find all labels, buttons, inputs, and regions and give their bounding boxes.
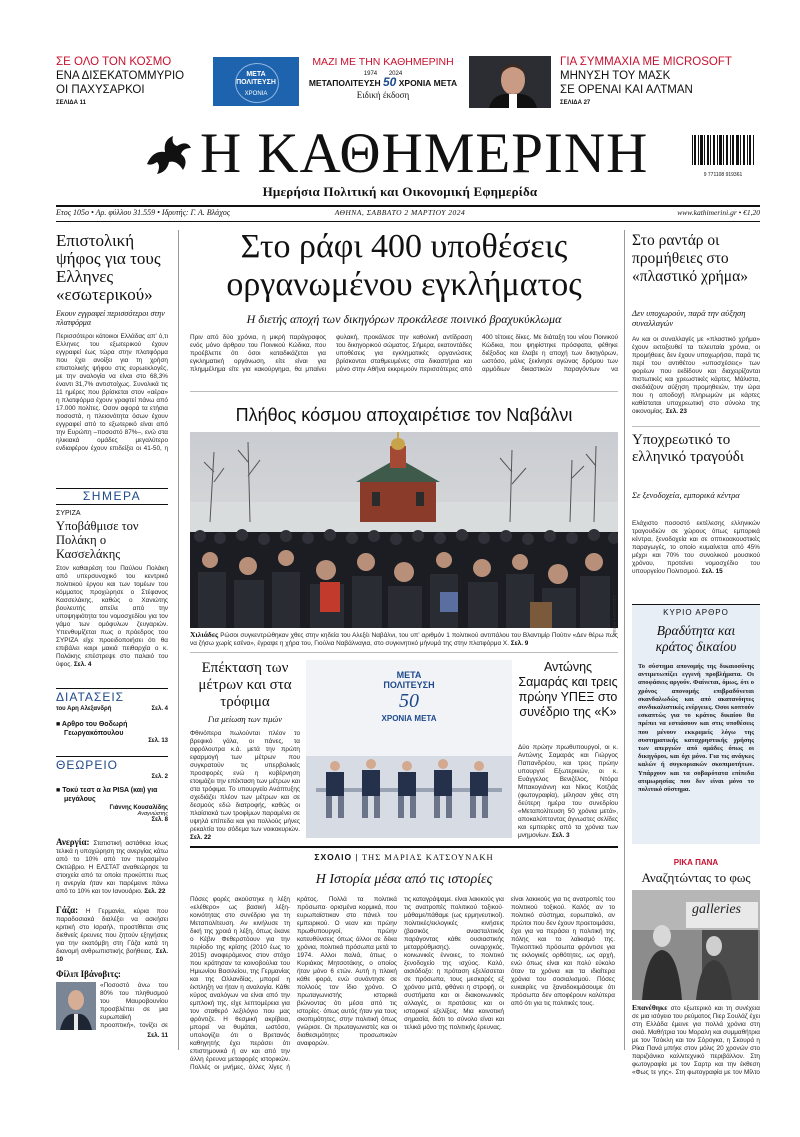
song-body [632,520,760,596]
column-kicker-row: ΣΧΟΛΙΟ | ΤΗΣ ΜΑΡΙΑΣ ΚΑΤΣΟΥΝΑΚΗ [314,852,494,862]
measures-page: Σελ. 22 [190,834,212,840]
teaser-right-line1: ΜΗΝΥΣΗ ΤΟΥ ΜΑΣΚ [560,70,671,82]
column-author: ΤΗΣ ΜΑΡΙΑΣ ΚΑΤΣΟΥΝΑΚΗ [361,852,494,862]
song-page: Σελ. 15 [701,568,723,575]
measures-body [190,730,300,840]
vote-body-text: Περισσότεροι κάτοικοι Ελλάδας απ’ ό,τι Ελληνες του εξωτερικού έχουν εγγραφεί έως τώρα στην πλατφόρμα που έχει ανοίξει για τη χρήση επιστολικής ψήφου στις ευρωεκλογές, με την αναλογία να είναι στο 68,3% έναντι 31,7% αντιστοίχως. Συνολικά τις 11 ημέρες που βρίσκεται στον «αέρα» η πλατφόρμα έχουν γραφτεί πάνω από 17.000 πολίτες. Οσον αφορά τα ετήσια ποσοστά, η πλειονότητα όσων έχουν εγγραφεί από το εξωτερικό είναι από την Ευρώπη –ποσοστό 87%–, ενώ στα ηλικιακά ομάδες μεγαλύτερο ενδιαφέρον έχουν επιδείξει οι 41-50, η [56,333,168,452]
syriza-body-text: Στον καθαιρέση του Παύλου Πολάκη από υπερσυνοχικό του κεντρικό πολιτικού έργου και των τομέων του κόμματος προχώρησε ο Στέφανος Κασσελάκης, καθώς ο Χανιώτης βουλευτής απείλε από την υποψηφιότητα του νομοσχεδίου για τον γάμο των ομόφυλων ζευγαριών. Υπενθυμίζεται πως ο πρόεδρος του ΣΥΡΙΖΑ είχε προειδοποιήσει ότι θα επιβάλει καιρι μακιά πειθαρχία ο κ. Πολάκης επέστρεψε στο παλαιό του ύφος. [56,565,168,668]
column-rule [190,846,618,848]
cards-headline[interactable]: Στο ραντάρ οι προμήθειες στο «πλαστικό χρήμα» [632,232,748,285]
vote-body [56,333,168,453]
diataxeis-page: Σελ. 4 [151,706,168,712]
samaras-headline[interactable]: Αντώνης Σαμαράς και τρεις πρώην ΥΠΕΞ στο συνέδριο της «Κ» [518,660,618,719]
lead-dek: Η διετής αποχή των δικηγόρων προκάλεσε ποινικό βραχυκύκλωμα [246,312,562,326]
cards-page: Σελ. 23 [665,408,687,415]
pisa-line: ■ Τοκύ τεστ α λα PISA (και) για μεγάλους [56,787,158,803]
teaser-right-kicker: ΓΙΑ ΣΥΜΜΑΧΙΑ ΜΕ MICROSOFT [560,56,732,68]
brief-gaza-head: Γάζα: [56,906,79,915]
teaser-left[interactable] [56,56,206,106]
song-headline[interactable]: Υποχρεωτικό το ελληνικό τραγούδι [632,432,744,465]
cards-body [632,336,760,422]
today-rule2 [56,504,168,505]
vote-headline[interactable]: Επιστολική ψήφος για τους Ελληνες «εσωτερικού» [56,231,161,304]
cover-line2: ΠΟΛΙΤΕΥΣΗ [236,79,276,86]
diataxeis-rule [56,688,168,689]
navalny-funeral-photo[interactable] [190,432,618,628]
brief-gaza[interactable] [56,906,168,966]
ivanovic-photo [56,982,96,1030]
teaser-center-kicker: ΜΑΖΙ ΜΕ ΤΗΝ ΚΑΘΗΜΕΡΙΝΗ [312,56,454,68]
song-dek: Σε ξενοδοχεία, εμπορικά κέντρα [632,490,740,500]
photo-caption-page: Σελ. 9 [510,640,529,647]
article1-line: ■ Αρθρο του Θοδωρή Γεωργακόπουλου [56,721,128,737]
teaser-right[interactable] [560,56,760,106]
today-label: ΣΗΜΕΡΑ [82,489,142,503]
syriza-headline: Υποβάθμισε τον Πολάκη ο Κασσελάκης [56,519,139,561]
brief-ivanovic-page: Σελ. 11 [147,1032,168,1039]
syriza-block[interactable] [56,510,168,669]
banner-line3: ΧΡΟΝΙΑ ΜΕΤΑ [381,714,437,723]
masthead-rule-top [56,205,760,207]
teaser-center-note: Ειδική έκδοση [356,90,410,100]
syriza-body [56,565,168,669]
rika-kicker: ΡΙΚΑ ΠΑΝΑ [673,858,719,867]
brief-ivanovic-head-wrap[interactable] [56,970,168,980]
photo-caption-head: Χιλιάδες [190,631,219,639]
pisa-page: Σελ. 8 [151,817,168,823]
editorial-kicker: ΚΥΡΙΟ ΑΡΘΡΟ [663,608,729,617]
cover-line1: ΜΕΤΑ [246,71,266,78]
pisa-text: Τοκύ τεστ α λα PISA (και) για μεγάλους [62,787,158,803]
masthead-meta-right: www.kathimerini.gr • €1,20 [677,208,760,217]
teaser-center-title [304,77,462,89]
teaser-right-line2: ΣΕ OPENAI ΚΑΙ ΑΛΤΜΑΝ [560,84,693,96]
rika-caption [632,1004,760,1076]
photo-headline[interactable]: Πλήθος κόσμου αποχαιρέτισε τον Ναβάλνι [235,405,573,425]
conference-photo[interactable] [306,660,512,838]
teaser-left-line2: ΟΙ ΠΑΧΥΣΑΡΚΟΙ [56,84,145,96]
column-headline[interactable]: Η Ιστορία μέσα από τις ιστορίες [315,872,493,887]
gallery-sign: galleries [692,902,741,917]
cover-line3: ΧΡΟΝΙΑ [244,91,268,97]
barcode-number: 9 771108 919361 [703,172,743,178]
theoreio-rule [56,756,168,757]
teaser-center-title2: ΧΡΟΝΙΑ ΜΕΤΑ [398,78,458,88]
brief-unemployment-head: Ανεργία: [56,838,90,847]
brief-ivanovic-body: «Ποσοστό άνω του 80% του πληθυσμού του Μαυροβουνίου προσβλέπει σε μια ευρωπαϊκή προοπτική», τονίζει σε [100,982,168,1029]
right-divider [624,230,625,1050]
left-column [56,232,168,453]
cards-dek: Δεν υποχωρούν, παρά την αύξηση συναλλαγών [632,308,746,328]
brief-unemployment-page: Σελ. 22 [144,888,166,895]
brief-unemployment-body: Στατιστική αστάθεια ίσως τελικά η υποχώρηση της ανεργίας κάτω από το 10% από τον περασμένο Οκτώβριο. Η ΕΛΣΤΑΤ αναθεώρησε τα στοιχεία από τα οποία προκύπτει πως η ανεργία ήταν και παρέμεινε πάνω από το 10% και τον Ιανουάριο. [56,840,168,895]
banner-num: 50 [399,690,419,712]
rika-caption-text: στο εξωτερικό και τη συνέχεια σε μια ισόγειο του ρεύματος Πιερ Σουλάζ έχει στη Ελλάδα έμεινε για πολλά χρόνια στη σκιά. Μαθήτρια του Μοραλη και συμμαθήτρια με τον Τσόκλη και τον Σόρογκα, η Σκουρά η Ρίκα Πανά μπήκε στον μόλις 20 χρονών στο παριζιάνικο καλλιτεχνικό περιβάλλον. Στη φωτογραφία με τον Σαρτρ και την έκθεση «Φως τε γης». Στη φωτογραφία με τον Μίλτο [632,1005,760,1076]
rika-photo[interactable] [632,890,760,1000]
banner-line1: ΜΕΤΑ [396,670,422,680]
samaras-page: Σελ. 3 [552,832,570,839]
measures-body-text: Φθινόπερα πωλούνται πλέον το βρεφικό γάλα, οι πάνες, τα αφρόλουτρα κ.ά. μετά την πρώτη εφαρμογή των μέτρων που συγκρατούν τις υπερβολικές προσφορές ενώ η κυβέρνηση ετοιμάζει την επέκταση των μέτρων και στα τρόφιμα. Το υπουργείο Ανάπτυξης σχεδιάζει πλέον των μέτρων και σε δεσμούς εδώ διατροφής, καθώς οι πλαίσιακά των τροφίμων παραμένει σε υψηλά επίπεδα και για πολλούς μήνες ρεκαλτία του σόδεμα των νοικοκυριών. [190,730,300,833]
teaser-center[interactable] [304,56,462,100]
teaser-center-cover[interactable] [213,57,299,106]
column-kicker: ΣΧΟΛΙΟ [314,852,353,862]
lead-body [190,334,618,376]
pisa-block[interactable] [56,786,168,823]
brief-gaza-body: Η Γερμανία, κύρια που παραδοσιακά διαλέξει να ασκήσει κριτική στο Ισραήλ, προστίθεται στις διεθνείς έρευνες που ζητούν εξηγήσεις για την εκατόμβη στη Γάζα κατά τη διανομή ανθρωπιστικής βοήθειας. [56,908,168,955]
syriza-kicker: ΣΥΡΙΖΑ [56,510,81,517]
left-divider [178,230,179,1050]
cards-body-text: Αν και οι συναλλαγές με «πλαστικό χρήμα» έχουν εκτοξευθεί τα τελευταία χρόνια, οι προμήθειες δεν έχουν υποχωρήσει, παρά τις περί του αντιθέτου «υποσχέσεις» των φορέων που εκδίδουν και διαχειρίζονται πιστωτικές και χρεωστικές κάρτες. Μάλιστα, σκεδιάζουν αύξηση προμηθειών, την ώρα που η αποδοχή πληρωμών με κάρτες καθίσταται υποχρεωτική στο σύνολο της οικονομίας. [632,336,760,415]
years-from: 1974 [363,71,378,77]
vote-dek: Εκουν εγγραφεί περισσότεροι στην πλατφόρμα [56,309,165,327]
editorial-body: Το σύστημα απονομής της δικαιοσύνης αντιμετωπίζει εγγενή προβλήματα. Οι αποφάσεις αργούν. Φαίνεται, όμως, ότι ο χρόνος απονομής επιβραδύνεται σκανδαλωδώς και από ακατανόητες συνδικαλιστικές ενέργειες. Οσοι κοπτούν εσκαπτώς για το κράτος δικαίου θα πρέπει να εστιάσουν και στις υποθέσεις που μένουν εκκρεμείς λόγω της συστηματικής καταχρηστικής χρήσης των απεργιών από ομάδες όπως οι δικηγόροι, και όχι μόνο. Για τις ανάγκες καλών ή συγκυριακών σκοπιμοτήτων. Υπάρχουν και τα σοβαρότατα επίπεδα ατιμωρησίας που δεν είναι μόνο το πολιτικό σύστημα. [638,663,754,794]
samaras-body [518,744,618,840]
rika-headline[interactable]: Αναζητώντας το φως [641,870,751,885]
lead-rule [190,391,618,392]
cards-rule [632,426,760,427]
photo-caption-text: Ρώσοι συγκεντρώθηκαν χθες στην κηδεία του Αλεξέι Ναβάλνι, του υπ’ αριθμόν 1 πολιτικού αντιπάλου του Βλαντιμίρ Πούτιν «Δεν θέρω πως να ζήσω χωρίς εσένα», έγραψε η χήρα του, Γιούλια Ναβάλναγια, στο συγκινητικό μήνυμά της στην πλατφόρμα Χ. [190,632,618,647]
teaser-right-page: ΣΕΛΙΔΑ 27 [560,100,591,106]
musk-photo [469,56,551,108]
samaras-body-text: Δύο πρώην πρωθυπουργοί, οι κ. Αντώνης Σαμαράς και Γιώργος Παπανδρέου, και τρεις πρώην υπουργοί Εξωτερικών, οι κ. Ευάγγελος Βενιζέλος, Ντόρα Μπακογιάννη και Νίκος Κοτζιάς (φωτογραφία), μίλησαν χθες στη δεύτερη ημέρα του συνεδρίου «Μεταπολίτευση 50 χρόνια μετά», αποκαλύπτοντας άγνωστες σελίδες και εμπειρίες από τα χρόνια των μνημονίων. [518,744,618,839]
years-to: 2024 [388,71,403,77]
brief-gaza-page: Σελ. 10 [56,948,168,963]
pisa-role: Αναγνώστης [137,811,168,817]
measures-dek: Για μείωση των τιμών [207,714,283,724]
song-body-text: Ελάχιστο ποσοστό εκτέλεσης ελληνικών τραγουδιών σε χώρους όπως εμπορικά κέντρα, ξενοδοχεία και σε οπτικοακουστικές παραγωγές, το οποίο κυμαίνεται από 45% μέχρι και 70% του συνολικού μουσικού χρόνου, προτείνει νομοσχέδιο του υπουργείου Πολιτισμού. [632,520,760,575]
column-col2: κράτος. Πολλά τα πολιτικά πρόσωπα· ορισμένα κορμικά, που ευρωπαϊστικαν στο πάνελ του εμπειρικού. Ο νεαν και πρώην πρωθυπουργοί, πρώην κατευθύνσεις όπως άλλοι σε δέκα χρόνια, πολιτικά πρόσωπα μετά το 1974. Αλλοι παλιά, όπως ο Κυριάκος Μητσοτάκης, ο οποίος ήταν μόνο 6 ετών. Αυτή η πλοκή κάθε φορά, ενώ συνάντησε σε πολλούς τον ίδιο χρόνο. Ο πρωταγωνιστής ιστορικά βιώνοντας ότι μέσα από τις ιστορίες· όπως αυτός ήταν για τους σκοπιμότητες, στην πολιτική όπως γνώρισε. Οι πρωταγωνιστές και οι διαθεσιμότητες προσωπικών αναφορών. [297,896,397,1047]
diataxeis-title[interactable]: ΔΙΑΤΑΣΕΙΣ [56,690,125,704]
brief-unemployment[interactable] [56,838,168,902]
masthead-meta-left: Ετος 105ο • Αρ. φύλλου 31.559 • Ιδρυτής: Γ. Α. Βλάχος [56,208,230,217]
brief-ivanovic-page-wrap [56,1032,168,1044]
article1-text: Αρθρο του Θοδωρή Γεωργακόπουλου [61,721,128,737]
masthead-rule-bottom [56,221,760,222]
rika-caption-head: Επανέθηκε [632,1004,668,1012]
measures-headline[interactable]: Επέκταση των μέτρων και στα τρόφιμα [198,660,292,710]
teaser-left-line1: ΕΝΑ ΔΙΣΕΚΑΤΟΜΜΥΡΙΟ [56,70,185,82]
teaser-center-title1: ΜΕΤΑΠΟΛΙΤΕΥΣΗ [308,78,381,88]
brief-ivanovic-head: Φίλιπ Ιβάνοβιτς: [56,970,121,979]
photo-caption [190,631,618,649]
pisa-author: Γιάννης Κουσαλίδης [109,805,168,811]
banner-line2: ΠΟΛΙΤΕΥΣΗ [383,680,435,690]
diataxeis-sub: του Αρη Αλεξανδρή [56,706,112,712]
lead-body-text: Πριν από δύο χρόνια, η μικρή παράγραφος ενός μόνο άρθρου του Ποινικού Κώδικα, που προέβλεπε ότι όσοι καταδικάζεται για εγκληματική οργάνωση, είτε είναι για πλημμέλημα είτε για κακούργημα, θα μπαίνει φυλακή, προκάλεσε την καθολική αντίδραση του δικηγορικού σώματος. Σήμερα, εκατοντάδες υποθέσεις για εγκληματικές οργανώσεις βρίσκονται σταθμευμένες στα δικαστήρια και μόνο στην Αθήνα εκκρεμούν περισσότερες από 400 τέτοιες δίκες. Με διάταξη του νέου Ποινικού Κώδικα, που ψηφίστηκε πρόσφατα, φέθηκε διέξοδος και έλαβε η αποχή των δικηγόρων, ωστόσο, μόλις ξεκίνησε αγώνας δρόμου των αρμόδιων δικαστικών παραγόντων να [190,334,618,373]
masthead-meta-center: ΑΘΗΝΑ, ΣΑΒΒΑΤΟ 2 ΜΑΡΤΙΟΥ 2024 [334,208,466,217]
teaser-left-kicker: ΣΕ ΟΛΟ ΤΟΝ ΚΟΣΜΟ [56,56,172,68]
photo-credit: ASSOCIATED PRESS [612,595,617,636]
theoreio-title[interactable]: ΘΕΩΡΕΙΟ [56,758,118,772]
masthead-logo-icon [143,130,195,178]
column-col3: τις καταγράψαμε. είναι λακικούς για τις ανατροπές πολιτικού τοξικού· μάθαμε/πάθαμε (ως ερμηνευτικοί). πολιτικές/εκλογικές κινήσεις (βασικός ανασταλτικός παράγοντας κάθε ουσιαστικής μεταρρύθμισης). ουναρχικός, κοινωνικές έννοιες, το πολιτικό ξενοδοχείο της ισχύος. Καλό, αισιόδοξο: η πρόταση εξελίσσεται σε πρόσωπα, τους μεσκαρές εξ χρόνου μετά, φθάνει η στροφή, οι συστήματα και οι διακοινωνικές αλλαγές, οι προτάσεις και οι ιστορικοί εξελίξεις. Μια κοινοτική σημασία, διότι το σύνολο είναι και τελικά μόνο της πολιτικής έρευνας. [404,896,504,1031]
masthead-subtitle: Ημερήσια Πολιτική και Οικονομική Εφημερίδα [262,184,538,199]
barcode [690,135,756,178]
syriza-page: Σελ. 4 [73,661,92,668]
column-col1: Πόσες φορές ακούστηκε η λέξη «ελέθερο» ως βασική λέξη-κοινότητας στο συνέδριο για τη Μεταπολίτευση. Αν κινήλυσε τη δική της χροιά η λέξη, όπως έκανε ο Κέβιν Φεθερστόουν για την περίοδο της κρίσης (2010 έως το 2015) αναφερόμενος στον στόχο που κράτησαν τα κοινοβούλια του Ημιωνίου Βασιλείου, της Γερμανίας και της Ολλανδίας, μπορεί η έκπληξη να ήταν η αναλογία. Κάθε κύρος αναλόγων να είναι από την εμπλοκή της, είχε λεπτομέρεια για τον σταθερό λεξιλόγιο που μας φρόντιζε. Η θεσμική ακρίβεια, μπορεί να θυμάται, ωστόσο, υπολογίζει ότι ο Βρετανός καθηγητής έχει περάσει ότι επιστημονικά ή αν και από την άλλη έρευνα μεταφορές ιστορικών. Πολλές οι μνήμες, άλλες λίγες ή [190,896,290,1071]
brief-ivanovic [100,982,168,1030]
masthead-title: Η ΚΑΘΗΜΕΡΙΝΗ [200,122,649,185]
editorial-headline: Βραδύτητα και κράτος δικαίου [655,623,737,654]
editorial-box[interactable] [632,604,760,844]
photo-caption-rule [190,652,618,653]
teaser-left-page: ΣΕΛΙΔΑ 11 [56,100,86,106]
lead-headline[interactable]: Στο ράφι 400 υποθέσεις οργανωμένου εγκλήματος [226,228,582,303]
article1-block[interactable] [56,720,168,744]
article1-page: Σελ. 13 [148,738,168,744]
column-col4: είναι λακικούς για τις ανατροπές του πολιτικού τοξικού. Καλός αν το πολιτικό σύστημα, ευρωπαϊκό, αν πρώτοι που δεν έχουν προετοιμάσει, έχει για να περάσει η πολιτική της πόλης και το λαϊκισμό της. Τηλεοπτικό πρόσωπα φρόντισε για τις εκλογικές ορθότητες, ως αρχή, ενώ όπως είναι και πολύ εύκολο όταν τα χρόνια και τα ιδιαίτερα χρόνια του σοσιαλισμού. Πόσες ευκαιρίες να ξαναδοκιμάσουμε ότι πρόσωπα δεν αποφέρουν καλύτερα από ότι για τις πολιτικές τους. [511,896,615,1007]
theoreio-page: Σελ. 2 [151,774,168,780]
teaser-center-number: 50 [383,75,397,89]
